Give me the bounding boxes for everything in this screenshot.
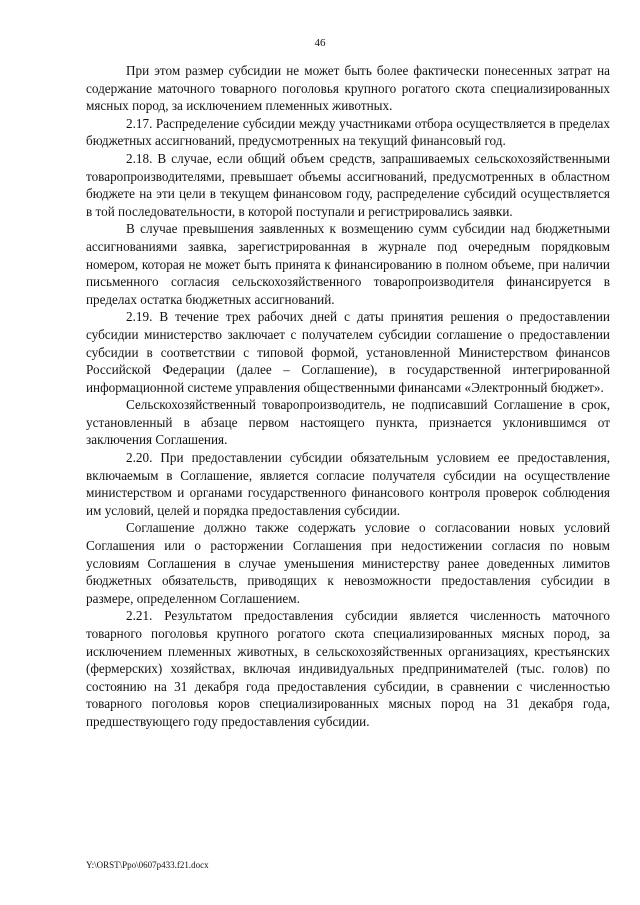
paragraph: 2.20. При предоставлении субсидии обязательным условием ее предоставления, включаемым в Соглашение, является согласие получателя субсидии на осуществление министерством и органами государственного финансового контроля проверок соблюдения им условий, целей и порядка предоставления субсидии.: [86, 450, 610, 518]
paragraph: 2.18. В случае, если общий объем средств, запрашиваемых сельскохозяйственными товаропроизводителями, превышает объемы ассигнований, предусмотренных в областном бюджете на эти цели в текущем финансовом году, распределение субсидий осуществляется в той последовательности, в которой поступали и регистрировались заявки.: [86, 150, 610, 219]
paragraph: При этом размер субсидии не может быть более фактически понесенных затрат на содержание маточного товарного поголовья крупного рогатого скота специализированных мясных пород, за исключением племенных животных.: [86, 63, 610, 114]
paragraph: Соглашение должно также содержать условие о согласовании новых условий Соглашения или о расторжении Соглашения при недостижении согласия по новым условиям Соглашения в случае уменьшения министерству ранее доведенных лимитов бюджетных обязательств, приводящих к невозможности предоставления субсидии в размере, определенном Соглашением.: [86, 520, 610, 606]
paragraph: 2.21. Результатом предоставления субсидии является численность маточного товарного поголовья крупного рогатого скота специализированных мясных пород, за исключением племенных животных, в сельскохозяйственных организациях, крестьянских (фермерских) хозяйствах, включая индивидуальных предпринимателей (тыс. голов) по состоянию на 31 декабря года предоставления субсидии, в сравнении с численностью товарного поголовья коров специализированных мясных пород на 31 декабря года, предшествующего году предоставления субсидии.: [86, 608, 610, 729]
footer-file-path: Y:\ORST\Ppo\0607p433.f21.docx: [86, 860, 209, 870]
page-number: 46: [314, 37, 326, 49]
paragraph: Сельскохозяйственный товаропроизводитель, не подписавший Соглашение в срок, установленный в абзаце первом настоящего пункта, признается уклонившимся от заключения Соглашения.: [86, 397, 610, 448]
paragraph: 2.17. Распределение субсидии между участниками отбора осуществляется в пределах бюджетных ассигнований, предусмотренных на текущий финансовый год.: [86, 115, 610, 149]
paragraph: В случае превышения заявленных к возмещению сумм субсидии над бюджетными ассигнованиями заявка, зарегистрированная в журнале под очередным порядковым номером, которая не может быть принята к финансированию в полном объеме, при наличии письменного согласия сельскохозяйственного товаропроизводителя финансируется в пределах остатка бюджетных ассигнований.: [86, 221, 610, 307]
document-body: [86, 62, 610, 731]
paragraph: 2.19. В течение трех рабочих дней с даты принятия решения о предоставлении субсидии министерство заключает с получателем субсидии соглашение о предоставлении субсидии в соответствии с типовой формой, установленной Министерством финансов Российской Федерации (далее – Соглашение), в государственной интегрированной информационной системе управления общественными финансами «Электронный бюджет».: [86, 309, 610, 395]
